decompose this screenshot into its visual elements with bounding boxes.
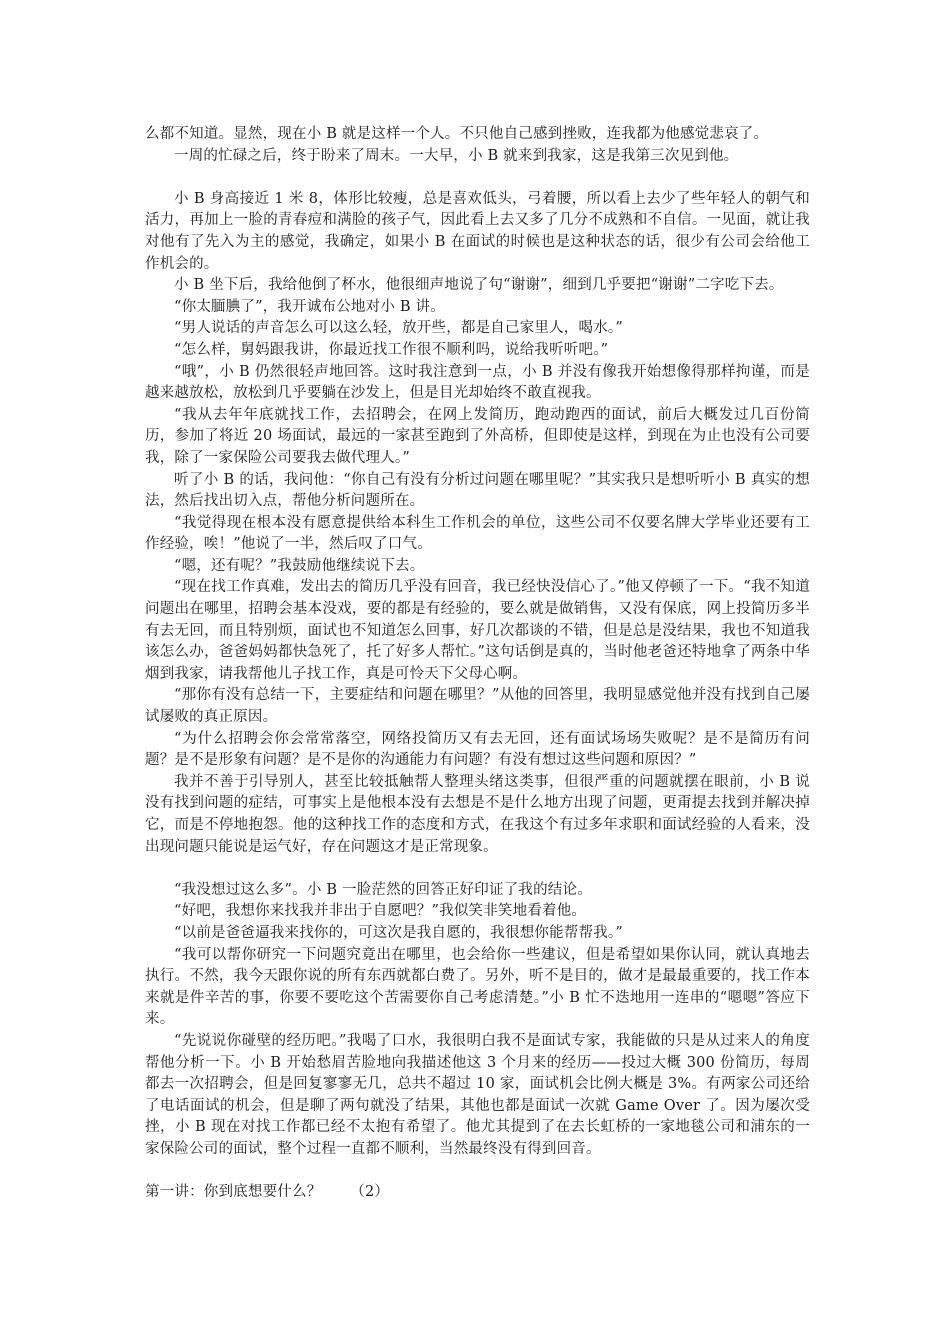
paragraph: 听了小 B 的话，我问他：“你自己有没有分析过问题在哪里呢？”其实我只是想听听小 B 真实的想法，然后找出切入点，帮他分析问题所在。: [145, 471, 810, 510]
paragraph: “怎么样，舅妈跟我讲，你最近找工作很不顺利吗，说给我听听吧。”: [174, 341, 609, 358]
paragraph: 一周的忙碌之后，终于盼来了周末。一大早，小 B 就来到我家，这是我第三次见到他。: [174, 147, 739, 164]
paragraph: 小 B 身高接近 1 米 8，体形比较瘦，总是喜欢低头，弓着腰，所以看上去少了些年轻人的朝气和活力，再加上一脸的青春痘和满脸的孩子气，因此看上去又多了几分不成熟和不自信。一见面，就让我对他有了先入为主的感觉，我确定，如果小 B 在面试的时候也是这种状态的话，很少有公司会给他工作机会的。: [145, 190, 810, 272]
section-heading: 第一讲：你到底想要什么？ （2）: [145, 1184, 390, 1201]
paragraph: “先说说你碰壁的经历吧。”我喝了口水，我很明白我不是面试专家，我能做的只是从过来人的角度帮他分析一下。小 B 开始愁眉苦脸地向我描述他这 3 个月来的经历——投过大概 300 份简历，每周都去一次招聘会，但是回复寥寥无几，总共不超过 10 家，面试机会比例大概是 3%。有两家公司还给了电话面试的机会，但是聊了两句就没了结果，其他也都是面试一次就 Game Over 了。因为屡次受挫，小 B 现在对找工作都已经不太抱有希望了。他尤其提到了在去长虹桥的一家地毯公司和浦东的一家保险公司的面试，整个过程一直都不顺利，当然最终没有得到回音。: [145, 1032, 810, 1157]
paragraph: “我觉得现在根本没有愿意提供给本科生工作机会的单位，这些公司不仅要名牌大学毕业还要有工作经验，唉！”他说了一半，然后叹了口气。: [145, 514, 810, 553]
paragraph: 么都不知道。显然，现在小 B 就是这样一个人。不只他自己感到挫败，连我都为他感觉悲哀了。: [145, 126, 769, 142]
paragraph: “男人说话的声音怎么可以这么轻，放开些，都是自己家里人，喝水。”: [174, 320, 623, 337]
paragraph: 小 B 坐下后，我给他倒了杯水，他很细声地说了句“谢谢”，细到几乎要把“谢谢”二字吃下去。: [174, 277, 784, 294]
paragraph: “以前是爸爸逼我来找你的，可这次是我自愿的，我很想你能帮帮我。”: [174, 924, 623, 941]
paragraph: “为什么招聘会你会常常落空，网络投简历又有去无回，还有面试场场失败呢？是不是简历有问题？是不是形象有问题？是不是你的沟通能力有问题？有没有想过这些问题和原因？”: [145, 730, 810, 769]
paragraph: “嗯，还有呢？”我鼓励他继续说下去。: [174, 557, 425, 574]
paragraph: “好吧，我想你来找我并非出于自愿吧？”我似笑非笑地看着他。: [174, 903, 587, 920]
paragraph: “哦”，小 B 仍然很轻声地回答。这时我注意到一点，小 B 并没有像我开始想像得那样拘谨，而是越来越放松，放松到几乎要躺在沙发上，但是目光却始终不敢直视我。: [145, 363, 810, 402]
paragraph: “你太腼腆了”，我开诚布公地对小 B 讲。: [174, 298, 445, 315]
document-body: [145, 124, 810, 1204]
paragraph: “我从去年年底就找工作，去招聘会，在网上发简历，跑动跑西的面试，前后大概发过几百份简历，参加了将近 20 场面试，最远的一家甚至跑到了外高桥，但即使是这样，到现在为止也没有公司要我，除了一家保险公司要我去做代理人。”: [145, 406, 810, 466]
paragraph: “现在找工作真难，发出去的简历几乎没有回音，我已经快没信心了。”他又停顿了一下。“我不知道问题出在哪里，招聘会基本没戏，要的都是有经验的，要么就是做销售，又没有保底，网上投简历多半有去无回，而且特别烦，面试也不知道怎么回事，好几次都谈的不错，但是总是没结果，我也不知道我该怎么办，爸爸妈妈都快急死了，托了好多人帮忙。”这句话倒是真的，当时他老爸还特地拿了两条中华烟到我家，请我帮他儿子找工作，真是可怜天下父母心啊。: [145, 579, 810, 682]
paragraph: “那你有没有总结一下，主要症结和问题在哪里？”从他的回答里，我明显感觉他并没有找到自己屡试屡败的真正原因。: [145, 687, 810, 726]
paragraph: 我并不善于引导别人，甚至比较抵触帮人整理头绪这类事，但很严重的问题就摆在眼前，小 B 说没有找到问题的症结，可事实上是他根本没有去想是不是什么地方出现了问题，更甭提去找到并解决掉它，而是不停地抱怨。他的这种找工作的态度和方式，在我这个有过多年求职和面试经验的人看来，没出现问题只能说是运气好，存在问题这才是正常现象。: [145, 773, 810, 855]
paragraph: “我可以帮你研究一下问题究竟出在哪里，也会给你一些建议，但是希望如果你认同，就认真地去执行。不然，我今天跟你说的所有东西就都白费了。另外，听不是目的，做才是最最重要的，找工作本来就是件辛苦的事，你要不要吃这个苦需要你自己考虑清楚。”小 B 忙不迭地用一连串的“嗯嗯”答应下来。: [145, 946, 810, 1028]
paragraph: “我没想过这么多”。小 B 一脸茫然的回答正好印证了我的结论。: [174, 881, 592, 898]
